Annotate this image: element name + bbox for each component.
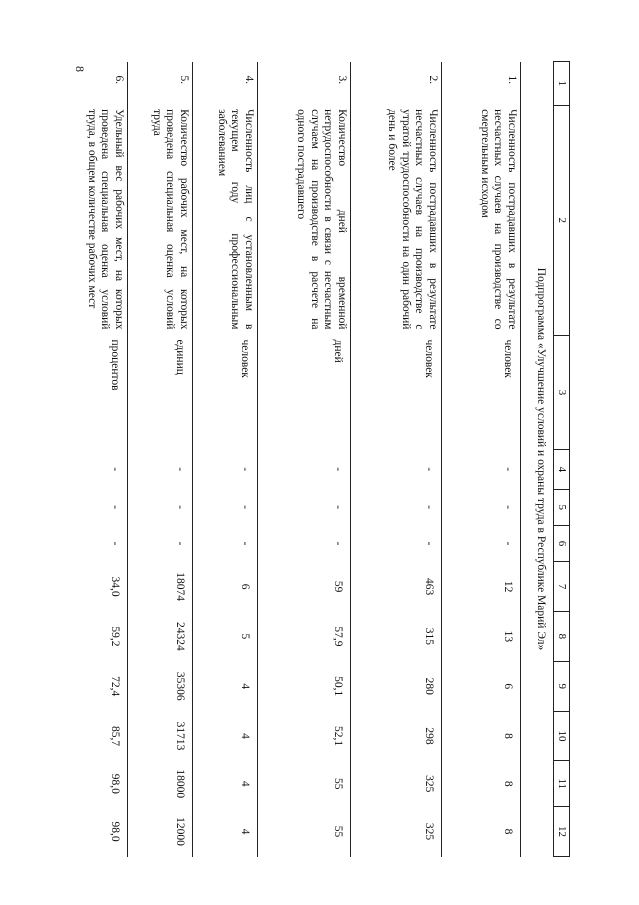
value-cell: 8 (442, 761, 521, 807)
value-cell: - (351, 525, 442, 561)
indicator-name: Численность пострадавших в результате несчастных случаев на производстве с утратой трудоспособности на один рабочий день и более (351, 105, 442, 335)
unit: дней (258, 335, 351, 449)
subprogram-title: Подпрограмма «Улучшение условий и охраны труда в Республике Марий Эл» (521, 62, 554, 857)
table-row (442, 62, 521, 857)
indicators-table (49, 61, 570, 857)
row-number: 2. (351, 62, 442, 106)
value-cell: - (109, 505, 121, 510)
table-row (49, 62, 128, 857)
indicator-name: Удельный вес рабочих мест, на которых проведена специальная оценка условий труда, в общем количестве рабочих мест (86, 109, 125, 330)
page-number: 8 (73, 66, 87, 72)
column-header: 10 (554, 711, 570, 761)
column-header: 9 (554, 661, 570, 711)
value-cell: 98,0 (109, 821, 121, 842)
value-cell: - (442, 450, 521, 489)
column-header: 2 (554, 105, 570, 335)
unit: процентов (109, 339, 121, 391)
row-number: 1. (442, 62, 521, 106)
value-cell: 59 (258, 562, 351, 612)
value-cell: - (193, 525, 258, 561)
value-cell: - (258, 525, 351, 561)
value-cell: - (258, 489, 351, 525)
value-cell: 12000 (128, 807, 193, 857)
row-number: 6. (113, 75, 125, 85)
value-cell: 55 (258, 761, 351, 807)
value-cell: 35306 (128, 661, 193, 711)
value-cell: 50,1 (258, 661, 351, 711)
value-cell: 463 (351, 562, 442, 612)
row-number: 4. (193, 62, 258, 106)
unit: человек (193, 335, 258, 449)
value-cell: 13 (442, 612, 521, 662)
value-cell: - (351, 489, 442, 525)
table-row (193, 62, 258, 857)
column-header: 6 (554, 525, 570, 561)
value-cell: 18074 (128, 562, 193, 612)
table-row (258, 62, 351, 857)
column-header: 1 (554, 62, 570, 106)
value-cell: - (109, 467, 121, 472)
column-header: 7 (554, 562, 570, 612)
value-cell: 4 (193, 807, 258, 857)
value-cell: - (109, 541, 121, 546)
column-header: 12 (554, 807, 570, 857)
value-cell: 72,4 (109, 676, 121, 697)
column-header: 11 (554, 761, 570, 807)
value-cell: 98,0 (109, 773, 121, 794)
column-number-row (554, 62, 570, 857)
value-cell: 59,2 (109, 626, 121, 647)
subprogram-row (521, 62, 554, 857)
value-cell: 34,0 (109, 576, 121, 597)
value-cell: - (128, 489, 193, 525)
column-header: 3 (554, 335, 570, 449)
value-cell: 298 (351, 711, 442, 761)
rotated-table-container (58, 61, 570, 857)
value-cell: 31713 (128, 711, 193, 761)
column-header: 5 (554, 489, 570, 525)
unit: человек (442, 335, 521, 449)
row-number: 5. (128, 62, 193, 106)
value-cell: 315 (351, 612, 442, 662)
value-cell: 8 (442, 807, 521, 857)
value-cell: 12 (442, 562, 521, 612)
value-cell: - (193, 450, 258, 489)
indicator-name: Количество рабочих мест, на которых проведена специальная оценка условий труда (128, 105, 193, 335)
value-cell: - (442, 489, 521, 525)
value-cell: 55 (258, 807, 351, 857)
unit: единиц (128, 335, 193, 449)
column-header: 8 (554, 612, 570, 662)
value-cell: 52,1 (258, 711, 351, 761)
value-cell: 6 (442, 661, 521, 711)
value-cell: 4 (193, 711, 258, 761)
indicator-name: Количество дней временной нетрудоспособности в связи с несчастным случаем на производстве в расчете на одного пострадавшего (258, 105, 351, 335)
value-cell: 280 (351, 661, 442, 711)
value-cell: - (351, 450, 442, 489)
value-cell: - (193, 489, 258, 525)
row-number: 3. (258, 62, 351, 106)
value-cell: - (258, 450, 351, 489)
value-cell: 18000 (128, 761, 193, 807)
value-cell: - (128, 525, 193, 561)
value-cell: 5 (193, 612, 258, 662)
indicator-name: Численность пострадавших в результате несчастных случаев на производстве со смертельным исходом (442, 105, 521, 335)
value-cell: - (128, 450, 193, 489)
indicator-name: Численность лиц с установленным в текущем году профессиональным заболеванием (193, 105, 258, 335)
unit: человек (351, 335, 442, 449)
value-cell: 4 (193, 661, 258, 711)
value-cell: 57,9 (258, 612, 351, 662)
value-cell: 8 (442, 711, 521, 761)
column-header: 4 (554, 450, 570, 489)
table-row (128, 62, 193, 857)
value-cell: 325 (351, 761, 442, 807)
value-cell: 24324 (128, 612, 193, 662)
value-cell: 325 (351, 807, 442, 857)
value-cell: 4 (193, 761, 258, 807)
table-row (351, 62, 442, 857)
value-cell: 6 (193, 562, 258, 612)
value-cell: 85,7 (109, 725, 121, 747)
value-cell: - (442, 525, 521, 561)
